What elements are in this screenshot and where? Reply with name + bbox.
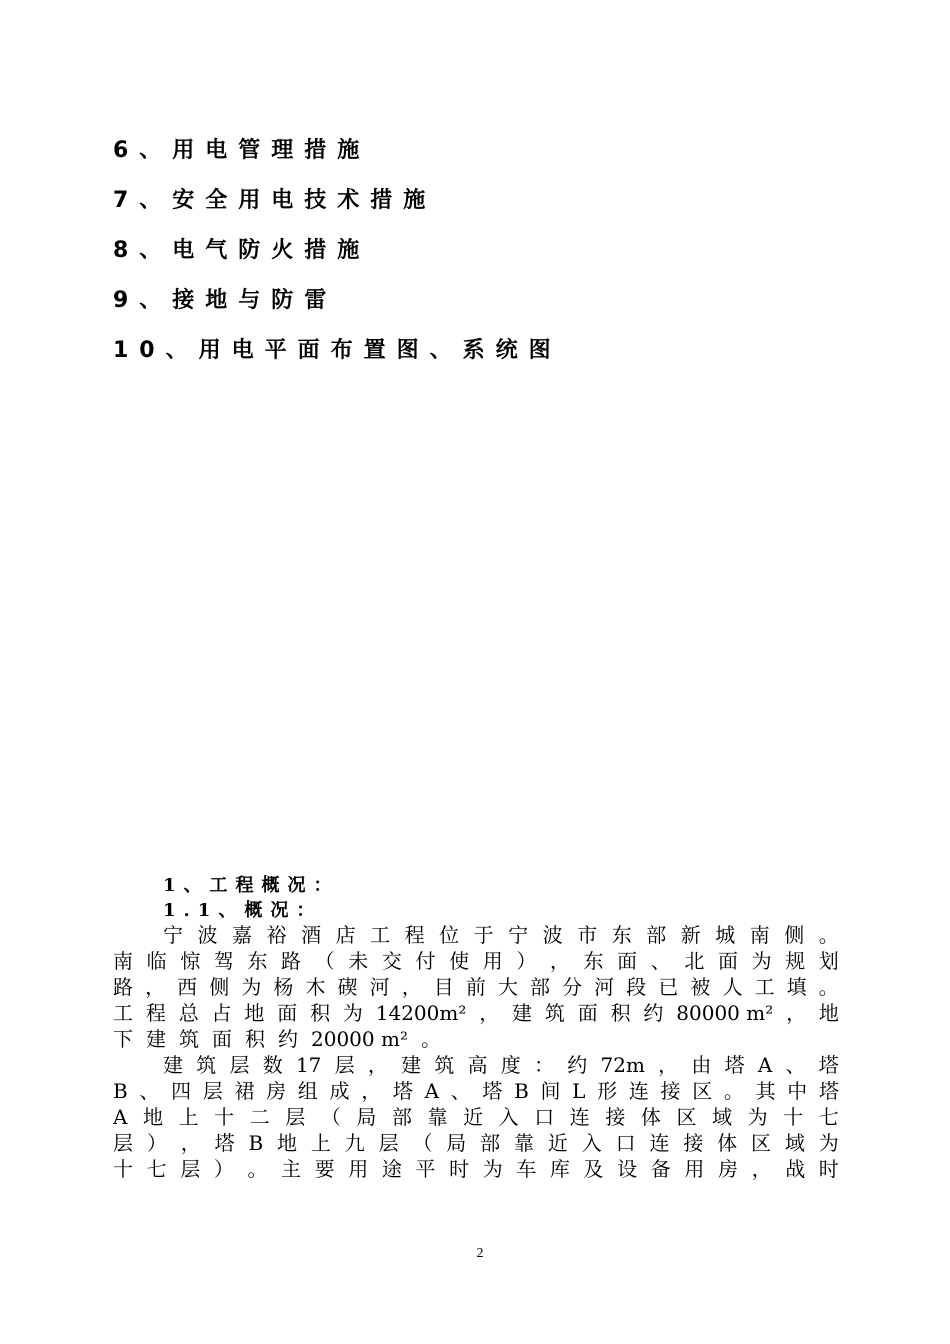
body-line: B 、 四 层 裙 房 组 成 ， 塔 A 、 塔 B 间 L 形 连 接 区 。 其 中 塔 — [113, 1079, 839, 1103]
body-line: 南 临 惊 驾 东 路 （ 未 交 付 使 用 ） ， 东 面 、 北 面 为 规 划 — [113, 949, 839, 973]
toc-item-9: 9、接地与防雷 — [113, 288, 338, 313]
section-subheading: 1.1、概况： — [163, 900, 323, 921]
page-number: 2 — [476, 1246, 484, 1261]
body-line: A 地 上 十 二 层 （ 局 部 靠 近 入 口 连 接 体 区 域 为 十 七 — [113, 1105, 839, 1129]
toc-item-8: 8、电气防火措施 — [113, 238, 371, 263]
body-line: 工 程 总 占 地 面 积 为 14200m² ， 建 筑 面 积 约 80000 m² ， 地 — [113, 1001, 839, 1025]
body-line: 路 ， 西 侧 为 杨 木 碶 河 ， 目 前 大 部 分 河 段 已 被 人 工 填 。 — [113, 975, 839, 999]
body-line: 下 建 筑 面 积 约 20000 m² 。 — [113, 1027, 441, 1051]
body-line: 建 筑 层 数 17 层 ， 建 筑 高 度 ： 约 72m ， 由 塔 A 、 塔 — [163, 1053, 839, 1077]
body-line: 十 七 层 ） 。 主 要 用 途 平 时 为 车 库 及 设 备 用 房 ， 战 时 — [113, 1157, 839, 1181]
toc-item-7: 7、安全用电技术措施 — [113, 188, 437, 213]
toc-item-6: 6、用电管理措施 — [113, 138, 371, 163]
toc-item-10: 10、用电平面布置图、系统图 — [113, 338, 562, 363]
section-heading: 1、工程概况： — [163, 875, 340, 896]
body-line: 层 ） ， 塔 B 地 上 九 层 （ 局 部 靠 近 入 口 连 接 体 区 域 为 — [113, 1131, 839, 1155]
body-line: 宁 波 嘉 裕 酒 店 工 程 位 于 宁 波 市 东 部 新 城 南 侧 。 — [163, 923, 839, 947]
